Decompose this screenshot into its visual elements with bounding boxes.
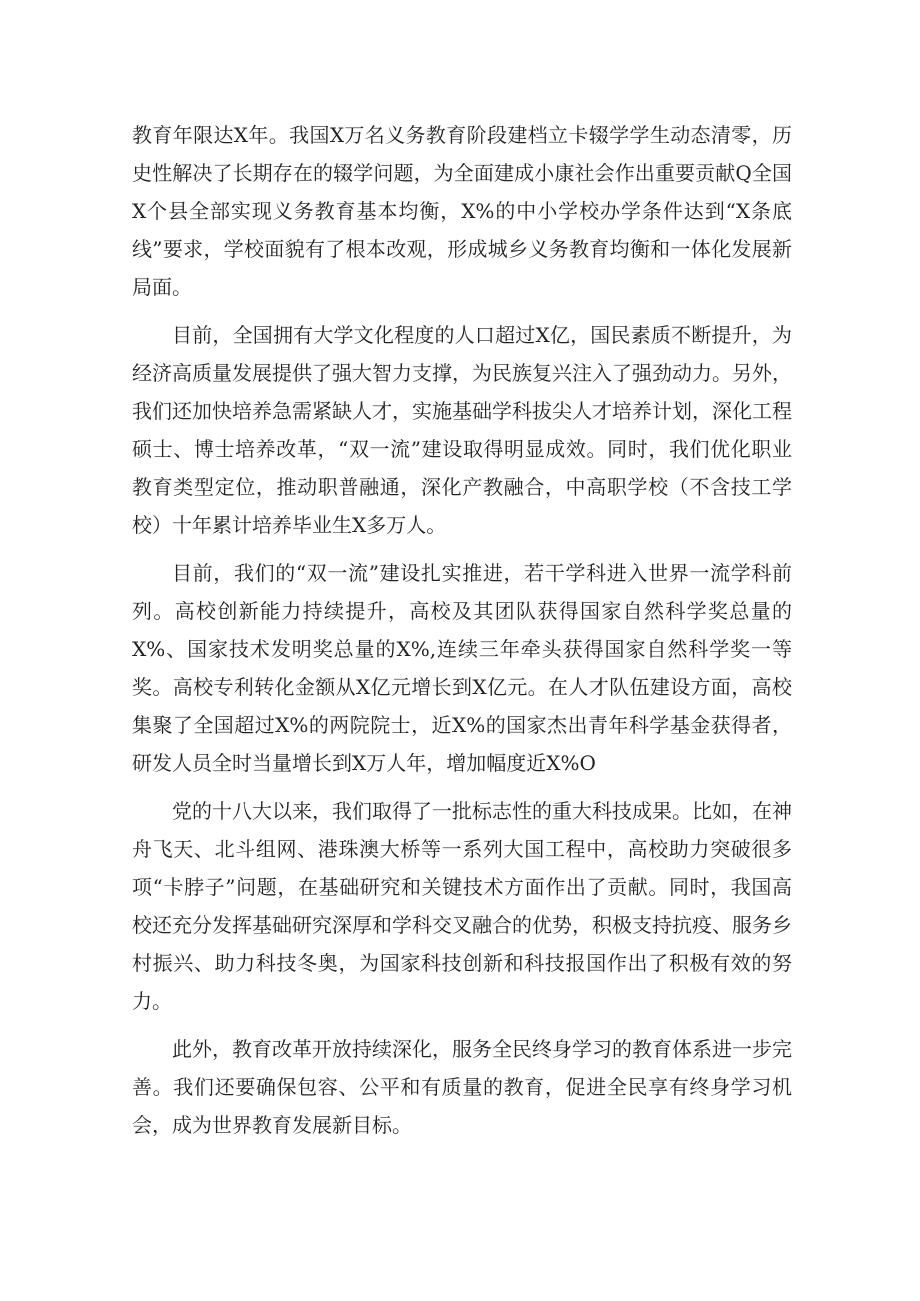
paragraph-5: 此外，教育改革开放持续深化，服务全民终身学习的教育体系进一步完善。我们还要确保包容、公平和有质量的教育，促进全民享有终身学习机会，成为世界教育发展新目标。: [132, 1037, 792, 1137]
paragraph-2: 目前，全国拥有大学文化程度的人口超过X亿，国民素质不断提升，为经济高质量发展提供了强大智力支撑，为民族复兴注入了强劲动力。另外，我们还加快培养急需紧缺人才，实施基础学科拔尖人才培养计划，深化工程硕士、博士培养改革，“双一流”建设取得明显成效。同时，我们优化职业教育类型定位，推动职普融通，深化产教融合，中高职学校（不含技工学校）十年累计培养毕业生X多万人。: [132, 323, 792, 537]
paragraph-4: 党的十八大以来，我们取得了一批标志性的重大科技成果。比如，在神舟飞天、北斗组网、港珠澳大桥等一系列大国工程中，高校助力突破很多项“卡脖子”问题，在基础研究和关键技术方面作出了贡献。同时，我国高校还充分发挥基础研究深厚和学科交叉融合的优势，积极支持抗疫、服务乡村振兴、助力科技冬奥，为国家科技创新和科技报国作出了积极有效的努力。: [132, 799, 792, 1013]
document-body: [132, 116, 792, 1154]
paragraph-3: 目前，我们的“双一流”建设扎实推进，若干学科进入世界一流学科前列。高校创新能力持续提升，高校及其团队获得国家自然科学奖总量的X%、国家技术发明奖总量的X%,连续三年牵头获得国家自然科学奖一等奖。高校专利转化金额从X亿元增长到X亿元。在人才队伍建设方面，高校集聚了全国超过X%的两院院士，近X%的国家杰出青年科学基金获得者，研发人员全时当量增长到X万人年，增加幅度近X%O: [132, 561, 792, 775]
paragraph-1: 教育年限达X年。我国X万名义务教育阶段建档立卡辍学学生动态清零，历史性解决了长期存在的辍学问题，为全面建成小康社会作出重要贡献Q全国X个县全部实现义务教育基本均衡，X%的中小学校办学条件达到“X条底线”要求，学校面貌有了根本改观，形成城乡义务教育均衡和一体化发展新局面。: [132, 123, 792, 299]
